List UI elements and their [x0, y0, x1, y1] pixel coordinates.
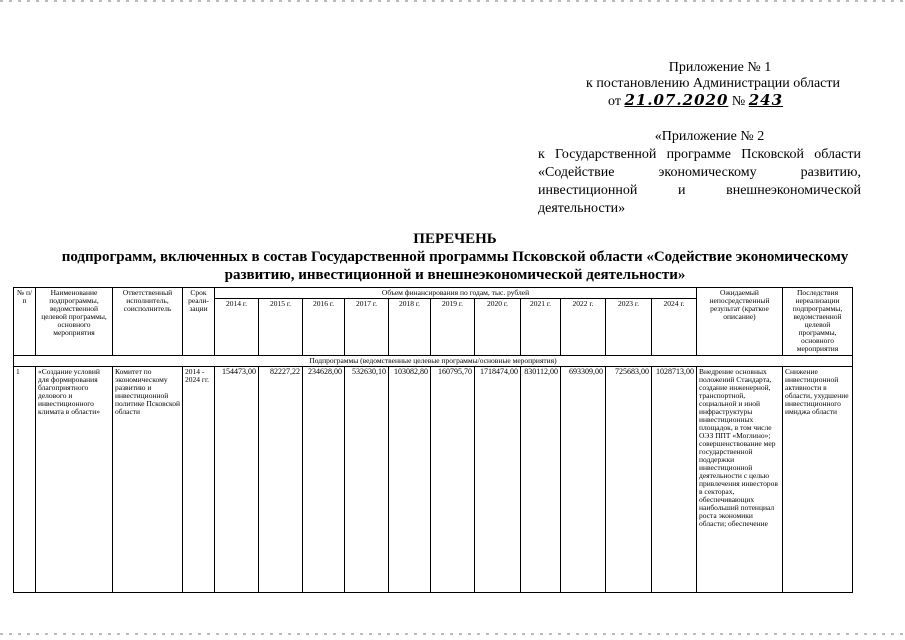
- scan-edge-top: [0, 0, 905, 2]
- subprograms-table: [13, 287, 853, 593]
- handwritten-date: 21.07.2020: [624, 91, 729, 109]
- row-value: 830112,00: [521, 367, 561, 593]
- row-value: 103082,80: [389, 367, 431, 593]
- table-subheader: Подпрограммы (ведомственные целевые программы/основные мероприятия): [14, 356, 853, 367]
- row-value: 154473,00: [215, 367, 259, 593]
- header-no: № п/п: [14, 288, 36, 356]
- row-value: 1028713,00: [652, 367, 697, 593]
- scan-edge-bottom: [0, 633, 905, 635]
- row-value: 82227,22: [259, 367, 303, 593]
- header-year: 2022 г.: [561, 299, 606, 356]
- document-title: [40, 230, 870, 284]
- header-year: 2016 г.: [303, 299, 345, 356]
- appendix-1-decree: к постановлению Администрации области: [586, 76, 840, 91]
- title-sub: подпрограмм, включенных в состав Государственной программы Псковской области «Содействие экономическому развитию, инвестиционной и внешнеэкономической деятельности»: [61, 249, 849, 283]
- header-year: 2019 г.: [431, 299, 475, 356]
- appendix-1-date-line: [560, 92, 840, 110]
- header-year: 2018 г.: [389, 299, 431, 356]
- date-prefix: от: [608, 94, 621, 109]
- handwritten-number: 243: [748, 91, 784, 109]
- header-funding: Объем финансирования по годам, тыс. рублей: [215, 288, 697, 299]
- table-row: [14, 367, 853, 593]
- row-value: 693309,00: [561, 367, 606, 593]
- row-name: «Создание условий для формирования благоприятного делового и инвестиционного климата в области»: [36, 367, 113, 593]
- header-year: 2021 г.: [521, 299, 561, 356]
- row-no: 1: [14, 367, 36, 593]
- row-value: 725683,00: [606, 367, 652, 593]
- row-value: 234628,00: [303, 367, 345, 593]
- header-consequences: Последствия нереализации подпрограммы, ведомственной целевой программы, основного мероприятия: [783, 288, 853, 356]
- appendix-2-program: к Государственной программе Псковской области «Содействие экономическому развитию, инвестиционной и внешнеэкономической деятельности»: [538, 147, 861, 216]
- header-name: Наименование подпрограммы, ведомственной целевой программы, основного мероприятия: [36, 288, 113, 356]
- appendix-1-title: Приложение № 1: [668, 60, 772, 75]
- header-year: 2014 г.: [215, 299, 259, 356]
- row-value: 532630,10: [345, 367, 389, 593]
- header-year: 2023 г.: [606, 299, 652, 356]
- row-term: 2014 - 2024 гг.: [183, 367, 215, 593]
- header-term: Срок реали-зации: [183, 288, 215, 356]
- row-value: 160795,70: [431, 367, 475, 593]
- appendix-2-title: «Приложение № 2: [654, 129, 765, 144]
- appendix-1-block: [560, 60, 840, 110]
- row-result: Внедрение основных положений Стандарта, создание инженерной, транспортной, социальной и иной инфраструктуры инвестиционных площадок, в том числе ОЭЗ ППТ «Моглино»; совершенствование мер государственной поддержки инвестиционной деятельности с целью привлечения инвесторов в секторах, обеспечивающих наибольший потенциал роста экономики области; обеспечение: [697, 367, 783, 593]
- header-year: 2015 г.: [259, 299, 303, 356]
- appendix-2-block: [538, 128, 861, 218]
- row-responsible: Комитет по экономическому развитию и инвестиционной политике Псковской области: [113, 367, 183, 593]
- row-consequences: Снижение инвестиционной активности в области, ухудшение инвестиционного имиджа области: [783, 367, 853, 593]
- header-result: Ожидаемый непосредственный результат (краткое описание): [697, 288, 783, 356]
- header-year: 2017 г.: [345, 299, 389, 356]
- header-year: 2024 г.: [652, 299, 697, 356]
- header-year: 2020 г.: [475, 299, 521, 356]
- title-main: ПЕРЕЧЕНЬ: [413, 231, 497, 247]
- number-prefix: №: [731, 94, 746, 109]
- row-value: 1718474,00: [475, 367, 521, 593]
- header-responsible: Ответственный исполнитель, соисполнитель: [113, 288, 183, 356]
